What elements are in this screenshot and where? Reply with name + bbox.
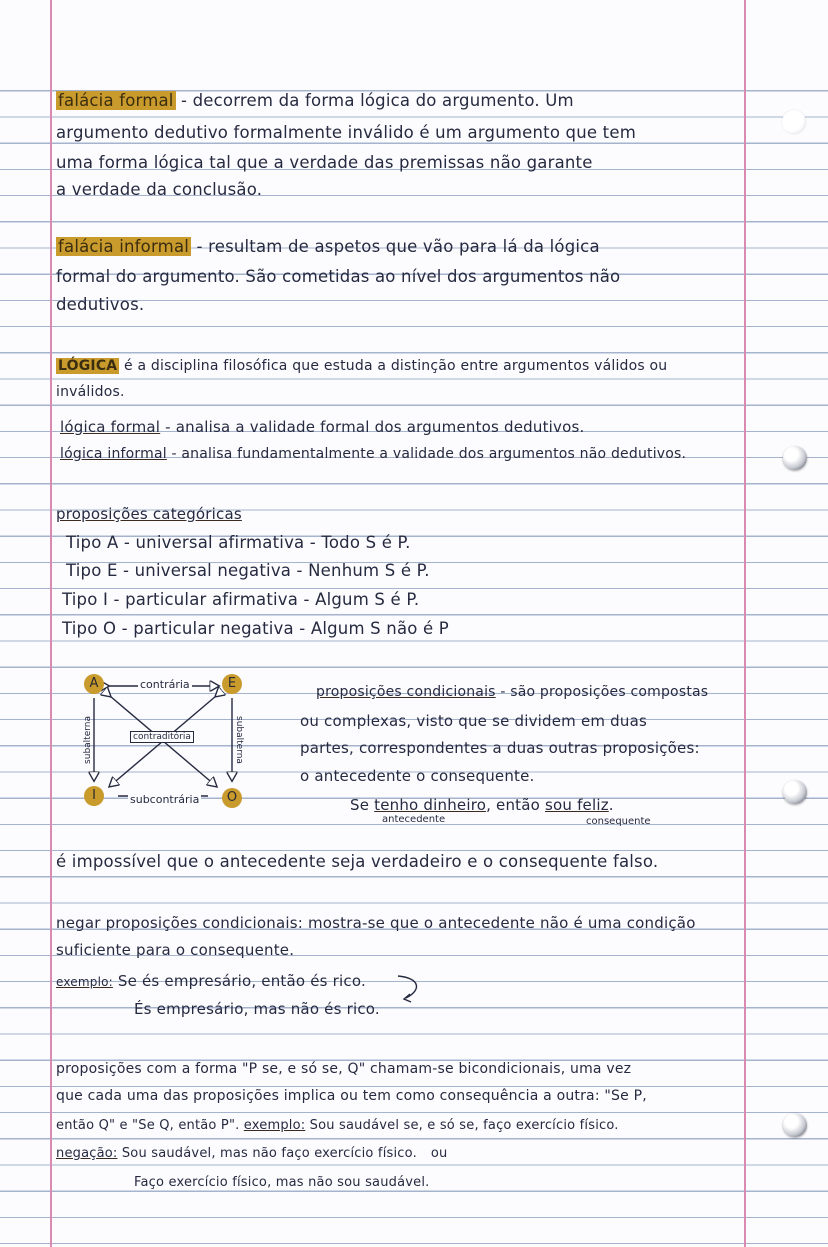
note-text: Sou saudável se, e só se, faço exercício físico. (305, 1118, 619, 1133)
note-text: é a disciplina filosófica que estuda a distinção entre argumentos válidos ou (119, 358, 668, 374)
underlined-term: lógica formal (60, 418, 161, 436)
curved-arrow-icon (390, 972, 430, 1006)
binder-hole-icon (783, 780, 807, 804)
square-of-opposition-diagram (80, 668, 250, 813)
note-text: - analisa a validade formal dos argumentos dedutivos. (160, 418, 585, 436)
exemplo-label: exemplo: (56, 975, 113, 989)
note-text: . (608, 796, 614, 814)
list-item: Tipo E - universal negativa - Nenhum S é P. (66, 561, 430, 580)
underlined-term: sou feliz (545, 796, 609, 814)
note-text: - são proposições compostas (495, 684, 709, 700)
binder-hole-icon (783, 446, 807, 470)
note-line: o antecedente o consequente. (300, 767, 535, 785)
note-text: Sou saudável, mas não faço exercício físico. (117, 1146, 417, 1161)
left-margin-line (50, 0, 52, 1247)
note-line: a verdade da conclusão. (56, 180, 263, 199)
note-text: , então (486, 796, 545, 814)
note-line (60, 443, 686, 465)
note-line: que cada uma das proposições implica ou tem como consequência a outra: "Se P, (56, 1088, 647, 1104)
highlighted-term: falácia formal (58, 91, 174, 110)
note-text: - analisa fundamentalmente a validade dos argumentos não dedutivos. (166, 446, 687, 462)
note-text: negar proposições condicionais: (56, 914, 308, 932)
note-line (56, 1143, 448, 1165)
note-line: partes, correspondentes a duas outras proposições: (300, 739, 700, 757)
note-line: dedutivos. (56, 295, 145, 314)
note-line: proposições com a forma "P se, e só se, Q" chamam-se bicondicionais, uma vez (56, 1061, 632, 1077)
corner-i: I (84, 786, 104, 806)
note-line: suficiente para o consequente. (56, 941, 295, 959)
note-text: ou (430, 1146, 448, 1161)
note-line: formal do argumento. São cometidas ao nível dos argumentos não (56, 267, 621, 286)
note-line: Faço exercício físico, mas não sou saudável. (134, 1175, 430, 1190)
highlighted-term: LÓGICA (58, 358, 118, 374)
note-line (316, 681, 708, 703)
note-text: - decorrem da forma lógica do argumento. Um (175, 91, 574, 110)
corner-e: E (222, 674, 242, 694)
label-subalterna-left: subalterna (83, 716, 93, 764)
note-text: então Q" e "Se Q, então P". (56, 1118, 244, 1133)
note-text: mostra-se que o antecedente não é uma condição (307, 914, 696, 932)
note-line: ou complexas, visto que se dividem em duas (300, 712, 647, 730)
label-contraditoria: contraditória (130, 731, 194, 743)
underlined-term: lógica informal (60, 446, 167, 462)
underlined-term: proposições condicionais (316, 684, 496, 700)
note-line (56, 236, 600, 258)
note-text: Se (350, 796, 375, 814)
list-item: Tipo I - particular afirmativa - Algum S é P. (62, 590, 420, 609)
note-text: - resultam de aspetos que vão para lá da lógica (191, 237, 600, 256)
note-line: uma forma lógica tal que a verdade das premissas não garante (56, 153, 593, 172)
note-line (56, 970, 366, 993)
note-line (60, 416, 585, 438)
consequente-label: consequente (586, 816, 651, 827)
section-heading: proposições categóricas (56, 505, 242, 523)
page-header-space (0, 0, 828, 88)
binder-hole-icon (783, 1113, 807, 1137)
corner-o: O (222, 788, 242, 808)
list-item: Tipo O - particular negativa - Algum S não é P (62, 619, 449, 638)
label-subcontraria: subcontrária (130, 793, 200, 806)
note-line: És empresário, mas não és rico. (134, 1000, 380, 1018)
note-line (350, 794, 614, 816)
exemplo-label: exemplo: (243, 1118, 306, 1133)
highlighted-term: falácia informal (58, 237, 190, 256)
label-contraria: contrária (140, 678, 190, 691)
note-line: inválidos. (56, 384, 125, 400)
underlined-term: tenho dinheiro (374, 796, 487, 814)
note-line (56, 1115, 619, 1137)
label-subalterna-right: subalterna (234, 716, 244, 764)
antecedente-label: antecedente (382, 814, 446, 825)
corner-a: A (84, 674, 104, 694)
right-margin-line (744, 0, 746, 1247)
negacao-label: negação: (56, 1146, 118, 1161)
note-line (56, 355, 667, 377)
note-line: argumento dedutivo formalmente inválido é um argumento que tem (56, 123, 636, 142)
note-text: Se és empresário, então és rico. (112, 972, 366, 990)
note-line: é impossível que o antecedente seja verdadeiro e o consequente falso. (56, 852, 659, 871)
list-item: Tipo A - universal afirmativa - Todo S é P. (66, 533, 411, 552)
note-line (56, 90, 574, 112)
binder-hole-icon (782, 110, 806, 134)
note-line (56, 912, 696, 934)
